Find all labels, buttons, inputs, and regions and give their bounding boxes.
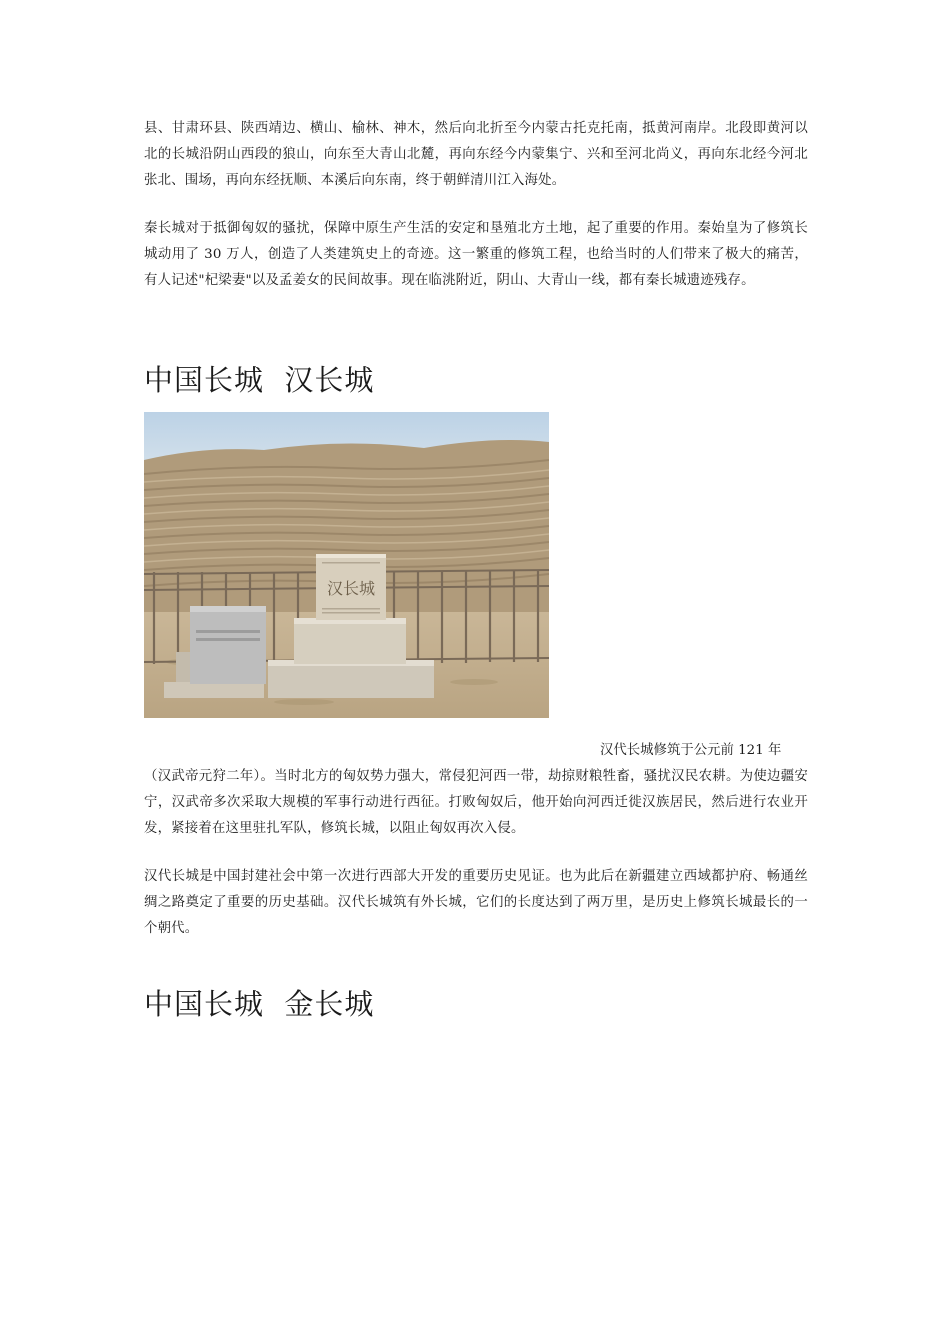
stele-inscription: 汉长城 (326, 579, 376, 598)
han-caption-line: 汉代长城修筑于公元前 121 年 (600, 743, 782, 758)
paragraph-han-significance: 汉代长城是中国封建社会中第一次进行西部大开发的重要历史见证。也为此后在新疆建立西域都护府、畅通丝绸之路奠定了重要的历史基础。汉代长城筑有外长城，它们的长度达到了两万里，是历史上修筑长城最长的一个朝代。 (144, 869, 808, 936)
paragraph-han-history: （汉武帝元狩二年）。当时北方的匈奴势力强大，常侵犯河西一带，劫掠财粮牲畜，骚扰汉民农耕。为使边疆安宁，汉武帝多次采取大规模的军事行动进行西征。打败匈奴后，他开始向河西迁徙汉族居民，然后进行农业开发，紧接着在这里驻扎军队，修筑长城，以阻止匈奴再次入侵。 (144, 769, 808, 836)
han-great-wall-photo (144, 412, 549, 718)
paragraph-qin-significance: 秦长城对于抵御匈奴的骚扰，保障中原生产生活的安定和垦殖北方土地，起了重要的作用。秦始皇为了修筑长城动用了 30 万人，创造了人类建筑史上的奇迹。这一繁重的修筑工程，也给当时的人们带来了极大的痛苦，有人记述"杞梁妻"以及孟姜女的民间故事。现在临洮附近，阴山、大青山一线，都有秦长城遗迹残存。 (144, 221, 808, 288)
heading-han-great-wall: 中国长城 汉长城 (144, 363, 375, 397)
paragraph-qin-route: 县、甘肃环县、陕西靖边、横山、榆林、神木，然后向北折至今内蒙古托克托南，抵黄河南岸。北段即黄河以北的长城沿阴山西段的狼山，向东至大青山北麓，再向东经今内蒙集宁、兴和至河北尚义，再向东北经今河北张北、围场，再向东经抚顺、本溪后向东南，终于朝鲜清川江入海处。 (144, 121, 808, 188)
heading-jin-great-wall: 中国长城 金长城 (144, 987, 375, 1021)
